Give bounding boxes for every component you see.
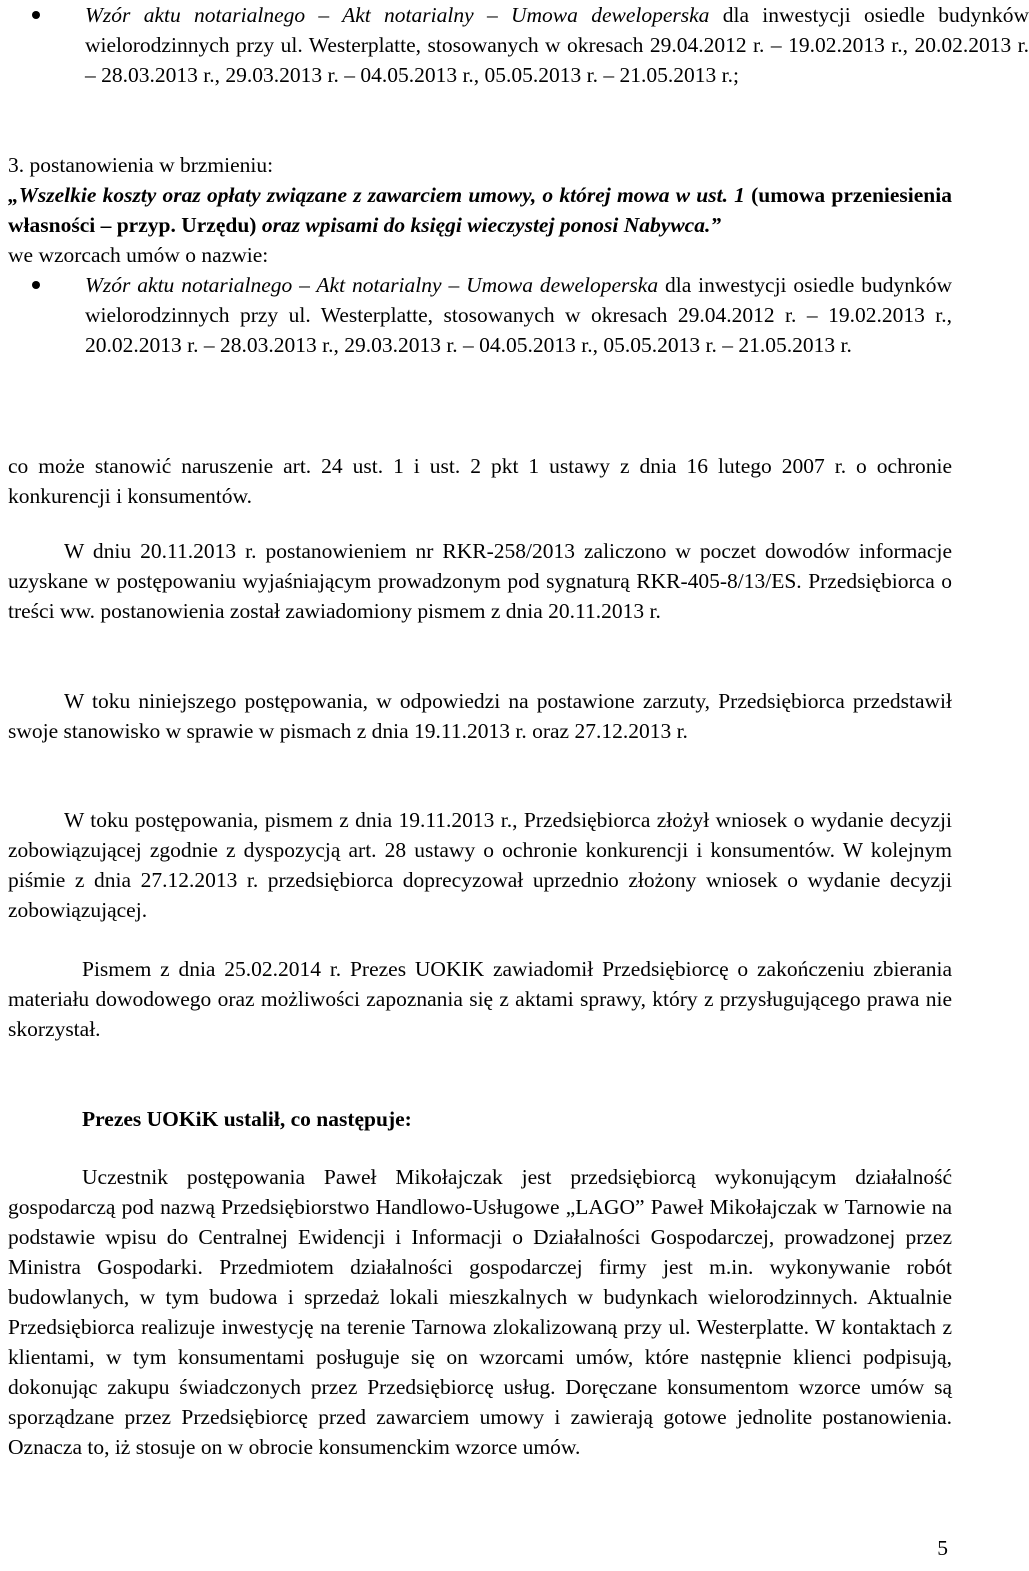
paragraph-ustalenia: Uczestnik postępowania Paweł Mikołajczak jest przedsiębiorcą wykonującym działalność gospodarczą pod nazwą Przedsiębiorstwo Handlowo-Usługowe „LAGO” Paweł Mikołajczak w Tarnowie na podstawie wpisu do Centralnej Ewidencji i Informacji o Działalności Gospodarczej, prowadzonej przez Ministra Gospodarki. Przedmiotem działalności gospodarczej firmy jest m.in. wykonywanie robót budowlanych, w tym budowa i sprzedaż lokali mieszkalnych w budynkach wielorodzinnych. Aktualnie Przedsiębiorca realizuje inwestycję na terenie Tarnowa zlokalizowaną przy ul. Westerplatte. W kontaktach z klientami, w tym konsumentami posługuje się on wzorcami umów, które następnie klienci podpisują, dokonując zakupu świadczonych przez Przedsiębiorcę usług. Doręczane konsumentom wzorce umów są sporządzane przez Przedsiębiorcę przed zawarciem umowy i zawierają gotowe jednolite postanowienia. Oznacza to, iż stosuje on w obrocie konsumenckim wzorce umów. xyxy=(8,1165,952,1459)
section-heading: Prezes UOKiK ustalił, co następuje: xyxy=(82,1107,412,1131)
quoted-clause: „Wszelkie koszty oraz opłaty związane z zawarciem umowy, o której mowa w ust. 1 (umowa przeniesienia własności – przyp. Urzędu) oraz wpisami do księgi wieczystej ponosi Nabywca.” xyxy=(8,183,952,237)
bullet-item-1 xyxy=(8,0,1029,90)
conclusion-paragraph: co może stanowić naruszenie art. 24 ust. 1 i ust. 2 pkt 1 ustawy z dnia 16 lutego 2007 r. o ochronie konkurencji i konsumentów. xyxy=(8,454,952,508)
document-title-italic: Wzór aktu notarialnego – Akt notarialny – Umowa deweloperska xyxy=(85,3,710,27)
item-3-intro: we wzorcach umów o nazwie: xyxy=(8,243,269,267)
paragraph-stanowisko: W toku niniejszego postępowania, w odpowiedzi na postawione zarzuty, Przedsiębiorca przedstawił swoje stanowisko w sprawie w pismach z dnia 19.11.2013 r. oraz 27.12.2013 r. xyxy=(8,689,952,743)
bullet-icon xyxy=(32,11,40,19)
bullet-text: dla inwestycji osiedle budynków wielorodzinnych przy ul. Westerplatte, stosowanych w okresach 29.04.2012 r. – 19.02.2013 r., 20.02.2013 r. – 28.03.2013 r., 29.03.2013 r. – 04.05.2013 r., 05.05.2013 r. – 21.05.2013 r. xyxy=(85,273,952,357)
document-page xyxy=(8,0,1029,1571)
paragraph-postanowienie: W dniu 20.11.2013 r. postanowieniem nr RKR-258/2013 zaliczono w poczet dowodów informacje uzyskane w postępowaniu wyjaśniającym prowadzonym pod sygnaturą RKR-405-8/13/ES. Przedsiębiorca o treści ww. postanowienia został zawiadomiony pismem z dnia 20.11.2013 r. xyxy=(8,539,952,623)
paragraph-wniosek: W toku postępowania, pismem z dnia 19.11.2013 r., Przedsiębiorca złożył wniosek o wydanie decyzji zobowiązującej zgodnie z dyspozycją art. 28 ustawy o ochronie konkurencji i konsumentów. W kolejnym piśmie z dnia 27.12.2013 r. przedsiębiorca doprecyzował uprzednio złożony wniosek o wydanie decyzji zobowiązującej. xyxy=(8,808,952,922)
document-title-italic: Wzór aktu notarialnego – Akt notarialny – Umowa deweloperska xyxy=(85,273,659,297)
item-3-lead: 3. postanowienia w brzmieniu: xyxy=(8,153,274,177)
paragraph-zawiadomienie: Pismem z dnia 25.02.2014 r. Prezes UOKIK zawiadomił Przedsiębiorcę o zakończeniu zbierania materiału dowodowego oraz możliwości zapoznania się z aktami sprawy, który z przysługującego prawa nie skorzystał. xyxy=(8,957,952,1041)
bullet-text: dla inwestycji osiedle budynków wielorodzinnych przy ul. Westerplatte, stosowanych w okresach 29.04.2012 r. – 19.02.2013 r., 20.02.2013 r. – 28.03.2013 r., 29.03.2013 r. – 04.05.2013 r., 05.05.2013 r. – 21.05.2013 r.; xyxy=(85,3,1029,87)
bullet-item-2 xyxy=(8,270,952,360)
page-number: 5 xyxy=(937,1536,948,1560)
item-3 xyxy=(8,150,952,360)
bullet-icon xyxy=(32,281,40,289)
